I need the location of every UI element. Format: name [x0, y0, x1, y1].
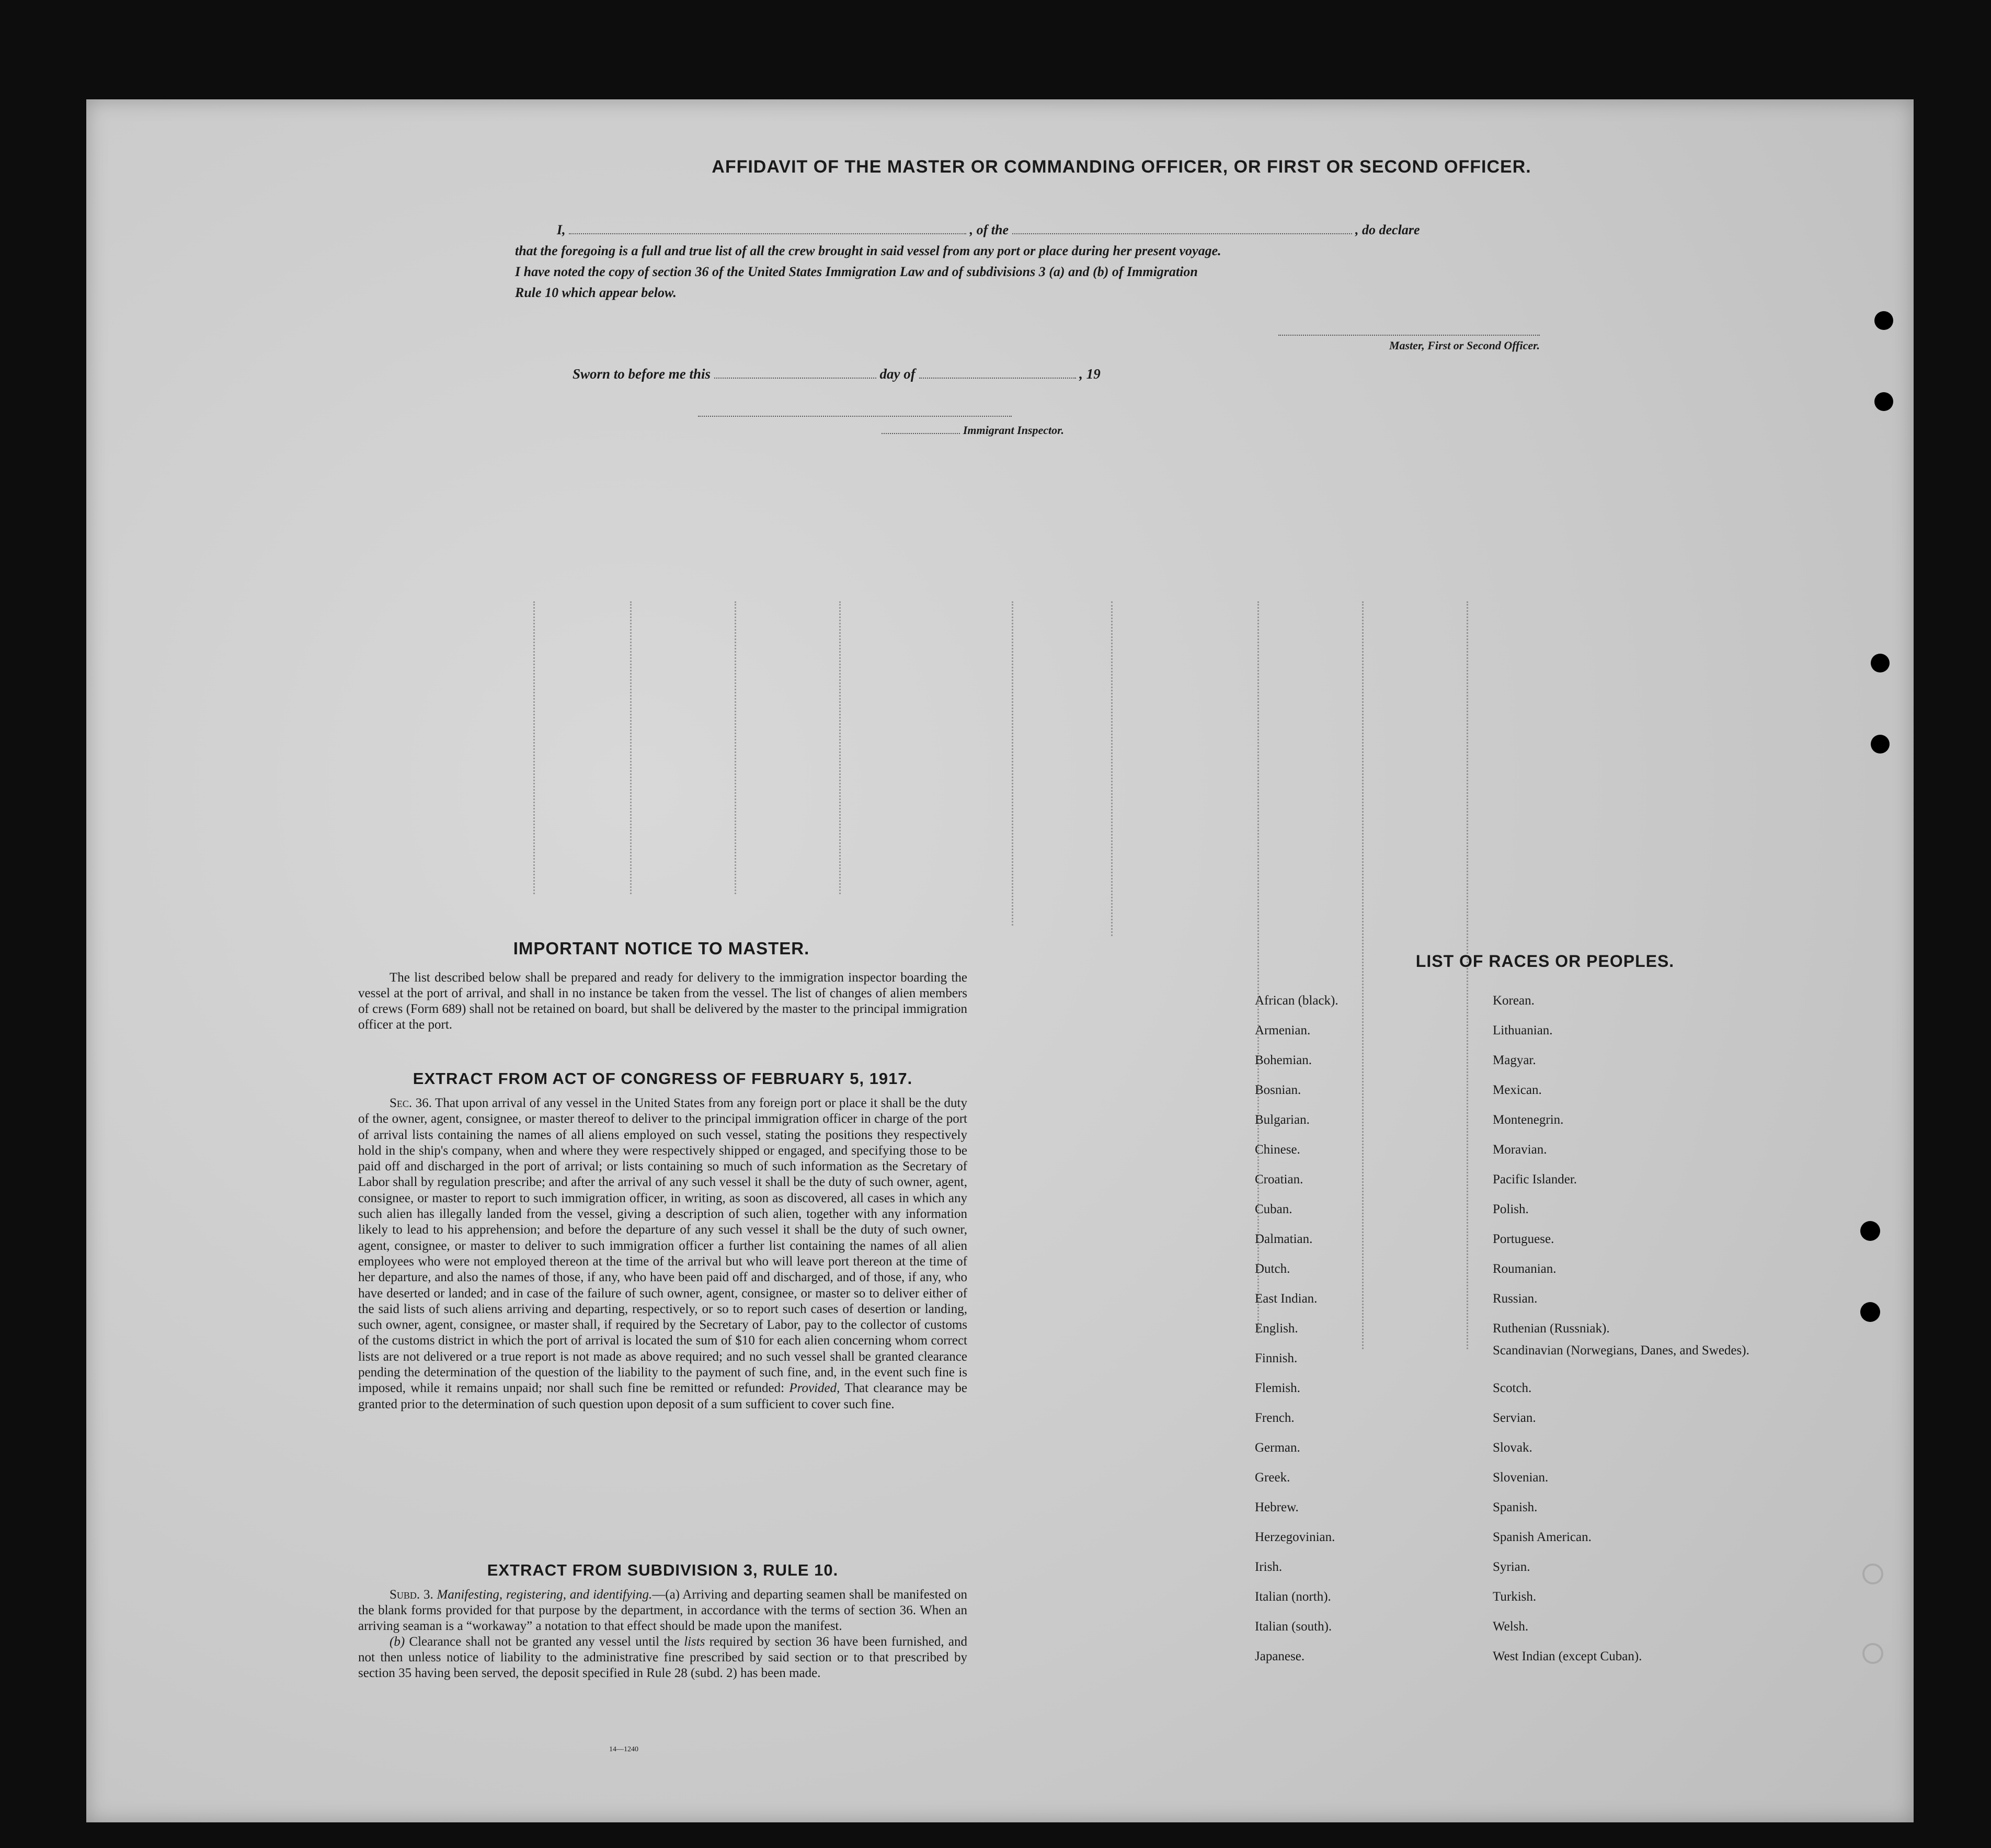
race-item: African (black).	[1255, 994, 1338, 1008]
race-item: Greek.	[1255, 1470, 1290, 1485]
race-item: Herzegovinian.	[1255, 1530, 1335, 1544]
race-item: Bosnian.	[1255, 1083, 1301, 1097]
races-right-column	[1493, 986, 1765, 1671]
race-item: Servian.	[1493, 1411, 1536, 1425]
affidavit-line-1: I, , of the , do declare	[557, 222, 1420, 237]
races-left-column	[1255, 986, 1474, 1671]
race-item: Dutch.	[1255, 1262, 1290, 1276]
subdivision-a: Subd. 3. Manifesting, registering, and identifying.—(a) Arriving and departing seamen shall be manifested on the blank forms provided for that purpose by the department, in accordance with the terms of section 36. When an arriving seaman is a “workaway” a notation to that effect should be made upon the manifest.	[358, 1588, 967, 1633]
punch-hole	[1871, 735, 1890, 754]
affidavit-line-3: I have noted the copy of section 36 of the United States Immigration Law and of subdivisions 3 (a) and (b) of Immigration	[515, 264, 1198, 279]
punch-hole	[1871, 654, 1890, 672]
affidavit-line-4: Rule 10 which appear below.	[515, 285, 677, 300]
races-title: LIST OF RACES OR PEOPLES.	[1415, 952, 1675, 971]
provided-word: Provided,	[789, 1381, 840, 1396]
race-item: East Indian.	[1255, 1292, 1318, 1306]
sworn-line: Sworn to before me this day of , 19	[573, 366, 1101, 382]
race-item: Cuban.	[1255, 1202, 1292, 1216]
ruled-line	[630, 601, 633, 894]
notice-body: The list described below shall be prepared and ready for delivery to the immigration inspector boarding the vessel at the port of arrival, and shall in no instance be taken from the vessel. The list of changes of alien members of crews (Form 689) shall not be retained on board, but shall be delivered by the master to the principal immigration officer at the port.	[358, 971, 967, 1032]
extract-rule-title: EXTRACT FROM SUBDIVISION 3, RULE 10.	[487, 1561, 839, 1579]
race-item: Mexican.	[1493, 1083, 1542, 1097]
race-item: Welsh.	[1493, 1619, 1529, 1634]
name-blank[interactable]	[569, 222, 966, 234]
race-item: Flemish.	[1255, 1381, 1300, 1395]
section-text: That upon arrival of any vessel in the United States from any foreign port or place it shall be the duty of the owner, agent, consignee, or master thereof to deliver to the principal immigration officer in charge of the port of arrival lists containing the names of all aliens employed on such vessel, stating the positions they respectively hold in the ship's company, when and where they were respectively shipped or engaged, and specifying those to be paid off and discharged in the port of arrival; or lists containing so much of such information as the Secretary of Labor shall by regulation prescribe; and after the arrival of any such vessel it shall be the duty of such owner, agent, consignee, or master to report to such immigration officer, in writing, as soon as discovered, all cases in which any such alien has illegally landed from the vessel, giving a description of such alien, together with any information likely to lead to his apprehension; and before the departure of any such vessel it shall be the duty of such owner, agent, consignee, or master to deliver to such immigration officer a further list containing the names of all alien employees who were not employed thereon at the time of the arrival but who will leave port thereon at the time of her departure, and also the names of those, if any, who have been paid off and discharged, and of those, if any, who have deserted or landed; and in case of the failure of such owner, agent, consignee, or master so to deliver either of the said lists of such aliens arriving and departing, respectively, or so to report such cases of desertion or landing, such owner, agent, consignee, or master shall, if required by the Secretary of Labor, pay to the collector of customs of the customs district in which the port of arrival is located the sum of $10 for each alien concerning whom correct lists are not delivered or a true report is not made as above required; and no such vessel shall be granted clearance pending the determination of the question of the liability to the payment of such fine, and, in the event such fine is imposed, while it remains unpaid; nor shall such fine be remitted or refunded:	[358, 1096, 967, 1396]
race-item: Polish.	[1493, 1202, 1529, 1216]
race-item: Slovenian.	[1493, 1470, 1549, 1485]
affidavit-title: AFFIDAVIT OF THE MASTER OR COMMANDING OFFICER, OR FIRST OR SECOND OFFICER.	[712, 157, 1531, 177]
form-number: 14—1240	[609, 1746, 638, 1753]
race-item: Chinese.	[1255, 1143, 1300, 1157]
punch-hole	[1860, 1302, 1880, 1322]
notice-title: IMPORTANT NOTICE TO MASTER.	[513, 939, 810, 958]
race-item: Syrian.	[1493, 1560, 1530, 1574]
race-item: Slovak.	[1493, 1441, 1532, 1455]
race-item: Scandinavian (Norwegians, Danes, and Swedes).	[1493, 1343, 1749, 1358]
race-item: Russian.	[1493, 1292, 1538, 1306]
punch-hole	[1874, 392, 1893, 411]
sworn-day-blank[interactable]	[714, 366, 876, 379]
section-tail: That clearance may be granted prior to the determination of such question upon deposit of a sum sufficient to cover such fine.	[358, 1381, 967, 1411]
race-item: English.	[1255, 1321, 1298, 1336]
ruled-line	[735, 601, 738, 894]
punch-hole	[1862, 1643, 1883, 1664]
punch-hole	[1862, 1564, 1883, 1584]
punch-hole	[1874, 311, 1893, 330]
inspector-signature-line[interactable]	[698, 416, 1012, 417]
race-item: Bulgarian.	[1255, 1113, 1310, 1127]
race-item: Dalmatian.	[1255, 1232, 1313, 1246]
race-item: Magyar.	[1493, 1053, 1536, 1067]
race-item: Pacific Islander.	[1493, 1172, 1577, 1187]
subdivision-b: (b) Clearance shall not be granted any vessel until the lists required by section 36 have been furnished, and not then unless notice of liability to the administrative fine prescribed by said section or to that prescribed by section 35 having been served, the deposit specified in Rule 28 (subd. 2) has been made.	[358, 1635, 967, 1680]
race-item: Roumanian.	[1493, 1262, 1557, 1276]
ruled-line	[839, 601, 842, 894]
inspector-signature-label: Immigrant Inspector.	[698, 424, 1064, 437]
race-item: Finnish.	[1255, 1351, 1298, 1365]
race-item: Montenegrin.	[1493, 1113, 1564, 1127]
race-item: Armenian.	[1255, 1023, 1311, 1037]
extract-act-title: EXTRACT FROM ACT OF CONGRESS OF FEBRUARY 5, 1917.	[413, 1069, 913, 1088]
section-36-text	[358, 1096, 967, 1412]
vessel-blank[interactable]	[1012, 222, 1352, 234]
sworn-month-blank[interactable]	[919, 366, 1076, 379]
race-item: Turkish.	[1493, 1590, 1537, 1604]
race-item: Italian (south).	[1255, 1619, 1332, 1634]
section-label: Sec. 36.	[390, 1096, 432, 1110]
race-item: Lithuanian.	[1493, 1023, 1553, 1037]
master-signature-label: Master, First or Second Officer.	[1278, 335, 1540, 352]
race-item: Spanish American.	[1493, 1530, 1592, 1544]
bleed-through-header	[358, 173, 372, 199]
race-item: Bohemian.	[1255, 1053, 1312, 1067]
race-item: Korean.	[1493, 994, 1535, 1008]
ruled-line	[1111, 601, 1114, 936]
race-item: West Indian (except Cuban).	[1493, 1649, 1642, 1663]
race-item: Moravian.	[1493, 1143, 1547, 1157]
race-item: Irish.	[1255, 1560, 1283, 1574]
affidavit-line-2: that the foregoing is a full and true list of all the crew brought in said vessel from any port or place during her present voyage.	[515, 243, 1221, 258]
race-item: Hebrew.	[1255, 1500, 1299, 1514]
subdivision-text	[358, 1587, 967, 1681]
race-item: Portuguese.	[1493, 1232, 1554, 1246]
race-item: French.	[1255, 1411, 1295, 1425]
race-item: Japanese.	[1255, 1649, 1305, 1663]
inspector-dots	[882, 426, 960, 434]
document-page	[86, 99, 1914, 1822]
race-item: Spanish.	[1493, 1500, 1538, 1514]
ruled-line	[1012, 601, 1015, 926]
ruled-line	[533, 601, 536, 894]
race-item: Ruthenian (Russniak).	[1493, 1321, 1610, 1336]
punch-hole	[1860, 1221, 1880, 1241]
race-item: Italian (north).	[1255, 1590, 1331, 1604]
race-item: Croatian.	[1255, 1172, 1303, 1187]
race-item: Scotch.	[1493, 1381, 1532, 1395]
race-item: German.	[1255, 1441, 1300, 1455]
affidavit-text	[515, 220, 1634, 303]
